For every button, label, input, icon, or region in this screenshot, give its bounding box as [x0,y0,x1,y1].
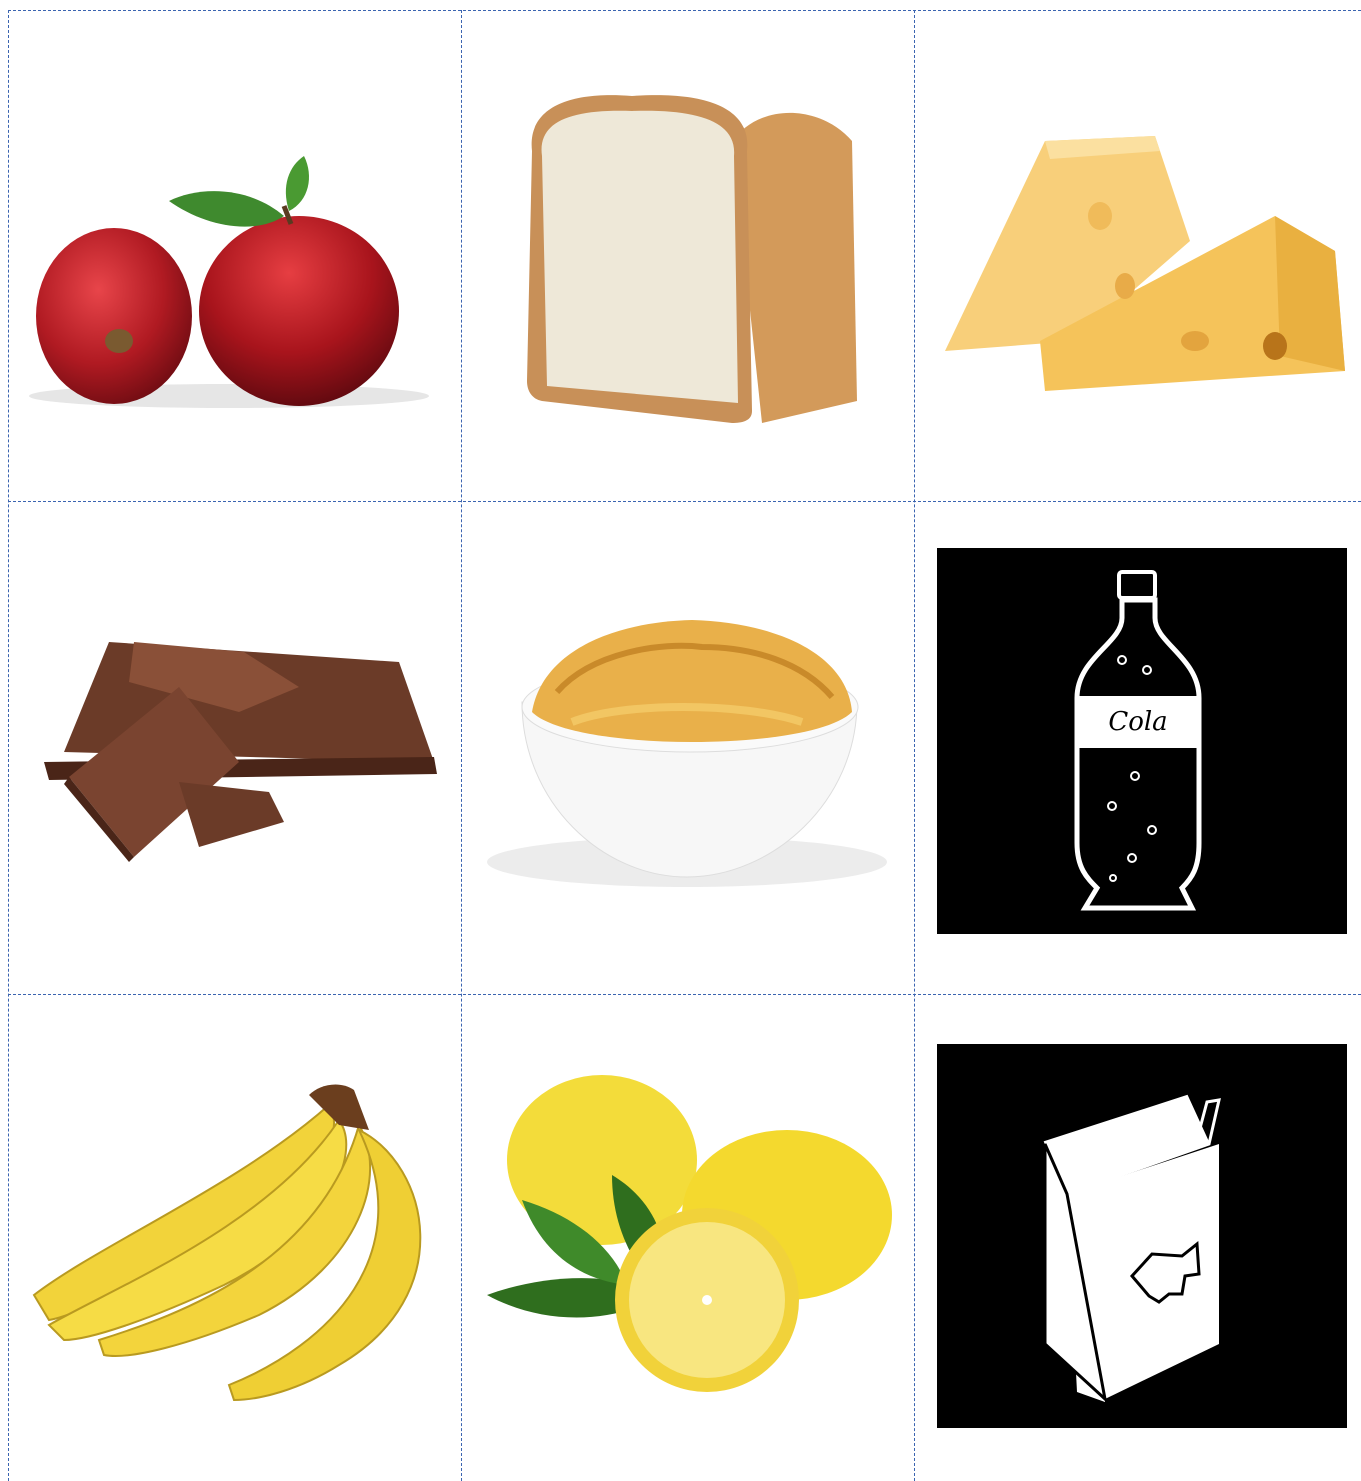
card-bread [462,11,914,501]
card-apples [9,11,461,501]
lemon-icon [462,995,914,1481]
cereal-bowl-icon [462,502,914,994]
cola-bottle-icon [937,548,1347,934]
cheese-icon [915,11,1361,501]
bread-icon [462,11,914,501]
pictogram-background [937,1044,1347,1428]
card-chocolate [9,502,461,994]
card-lemons [462,995,914,1481]
apple-icon [9,11,461,501]
chocolate-icon [9,502,461,994]
cola-label: Cola [1108,707,1168,737]
card-bananas [9,995,461,1481]
milk-carton-icon [937,1044,1347,1428]
banana-icon [9,995,461,1481]
card-cola [915,502,1361,994]
pictogram-background [937,548,1347,934]
card-milk [915,995,1361,1481]
card-cheese [915,11,1361,501]
card-cornflakes [462,502,914,994]
